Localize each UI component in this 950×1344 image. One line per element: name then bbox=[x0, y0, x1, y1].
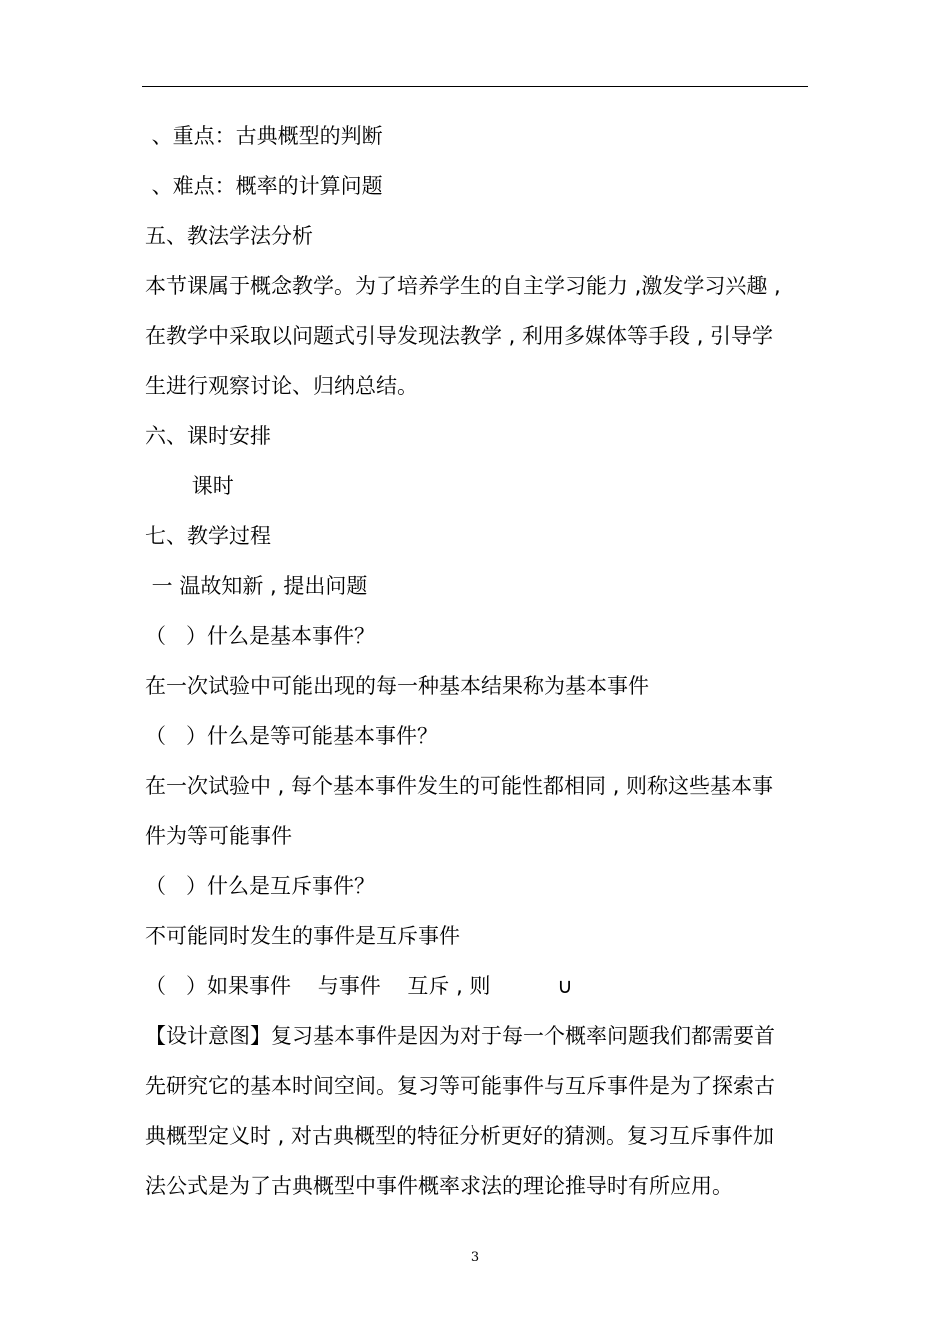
question-line: （ ）什么是互斥事件？ bbox=[145, 874, 376, 898]
subsection-heading-review: 一 温故知新 , 提出问题 bbox=[145, 574, 368, 598]
design-intent-line: 先研究它的基本时间空间。复习等可能事件与互斥事件是为了探索古 bbox=[145, 1074, 775, 1098]
design-intent-line: 【设计意图】复习基本事件是因为对于每一个概率问题我们都需要首 bbox=[145, 1024, 775, 1048]
text-line-difficult-point: 、难点：概率的计算问题 bbox=[145, 174, 383, 198]
question-line: （ ）什么是等可能基本事件？ bbox=[145, 724, 439, 748]
section-heading-schedule: 六、课时安排 bbox=[145, 424, 271, 448]
answer-line: 在一次试验中可能出现的每一种基本结果称为基本事件 bbox=[145, 674, 649, 698]
text-line: 在教学中采取以问题式引导发现法教学 , 利用多媒体等手段 , 引导学 bbox=[145, 324, 774, 348]
text-line-class-hours: 课时 bbox=[145, 474, 234, 498]
design-intent-line: 法公式是为了古典概型中事件概率求法的理论推导时有所应用。 bbox=[145, 1174, 733, 1198]
text-line: 生进行观察讨论、归纳总结。 bbox=[145, 374, 418, 398]
page-number: 3 bbox=[470, 1250, 480, 1265]
answer-line: 在一次试验中 , 每个基本事件发生的可能性都相同 , 则称这些基本事 bbox=[145, 774, 774, 798]
section-heading-teaching-method: 五、教法学法分析 bbox=[145, 224, 313, 248]
text-line: 本节课属于概念教学。为了培养学生的自主学习能力 ,激发学习兴趣 , bbox=[145, 274, 781, 298]
design-intent-line: 典概型定义时 , 对古典概型的特征分析更好的猜测。复习互斥事件加 bbox=[145, 1124, 775, 1148]
question-line: （ ）什么是基本事件？ bbox=[145, 624, 376, 648]
answer-line: 不可能同时发生的事件是互斥事件 bbox=[145, 924, 460, 948]
question-line: （ ）如果事件 与事件 互斥 , 则 ∪ bbox=[145, 974, 573, 998]
text-line-key-point: 、重点：古典概型的判断 bbox=[145, 124, 383, 148]
section-heading-process: 七、教学过程 bbox=[145, 524, 271, 548]
header-rule bbox=[142, 86, 808, 87]
answer-line: 件为等可能事件 bbox=[145, 824, 292, 848]
